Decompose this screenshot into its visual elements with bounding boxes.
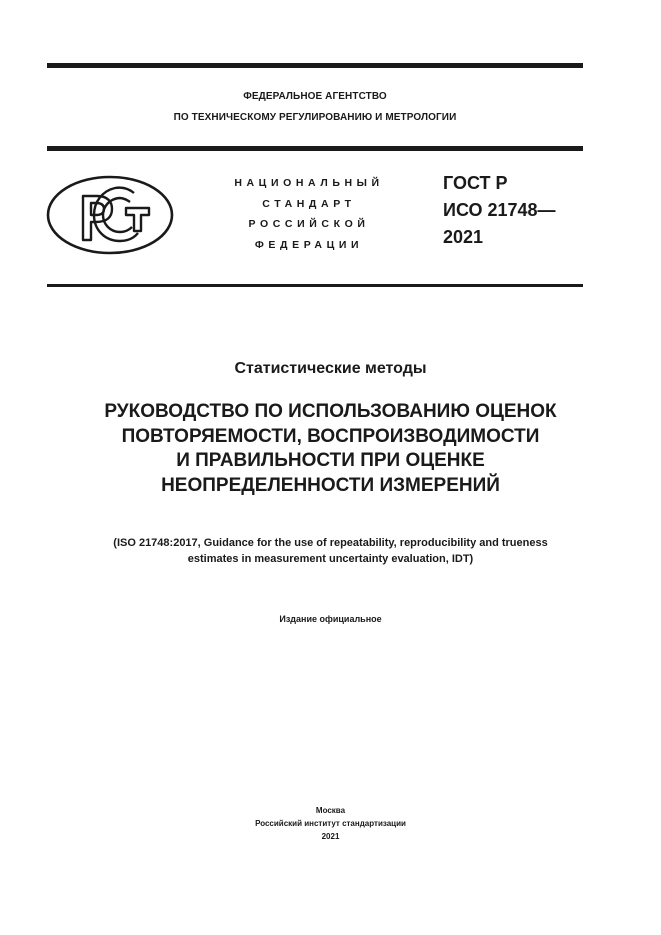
publisher-city: Москва	[315, 806, 346, 815]
title-line-1: РУКОВОДСТВО ПО ИСПОЛЬЗОВАНИЮ ОЦЕНОК	[104, 401, 557, 422]
designation-line-2: ИСО 21748—	[443, 200, 556, 220]
agency-line-2: ПО ТЕХНИЧЕСКОМУ РЕГУЛИРОВАНИЮ И МЕТРОЛОГИИ	[173, 112, 457, 123]
designation-line-3: 2021	[443, 227, 484, 247]
publisher-block	[30, 804, 631, 843]
title-line-4: НЕОПРЕДЕЛЕННОСТИ ИЗМЕРЕНИЙ	[161, 474, 500, 496]
iso-note-line-2: estimates in measurement uncertainty evaluation, IDT)	[187, 553, 474, 565]
rst-logo-icon	[46, 175, 174, 255]
top-rule	[47, 63, 583, 68]
iso-note-line-1: (ISO 21748:2017, Guidance for the use of repeatability, reproducibility and trueness	[113, 537, 548, 549]
standard-type-line-2: СТАНДАРТ	[262, 197, 356, 210]
standard-type-line-3: РОССИЙСКОЙ	[248, 218, 370, 230]
designation-line-1: ГОСТ Р	[443, 173, 508, 193]
iso-reference-note	[30, 535, 631, 567]
edition-label: Издание официальное	[279, 614, 382, 624]
publisher-year: 2021	[321, 832, 340, 841]
standard-type-line-4: ФЕДЕРАЦИИ	[254, 238, 364, 251]
standard-type-line-1: НАЦИОНАЛЬНЫЙ	[234, 177, 384, 189]
standard-designation	[443, 170, 556, 251]
title-line-3: И ПРАВИЛЬНОСТИ ПРИ ОЦЕНКЕ	[176, 450, 485, 471]
document-title	[30, 400, 631, 498]
standard-type	[213, 173, 405, 255]
agency-line-1: ФЕДЕРАЛЬНОЕ АГЕНТСТВО	[243, 91, 387, 102]
header-rule	[47, 146, 583, 151]
document-subtitle: Статистические методы	[234, 360, 427, 377]
publisher-institute: Российский институт стандартизации	[255, 819, 406, 828]
designation-rule	[47, 284, 583, 287]
title-line-2: ПОВТОРЯЕМОСТИ, ВОСПРОИЗВОДИМОСТИ	[121, 425, 540, 447]
